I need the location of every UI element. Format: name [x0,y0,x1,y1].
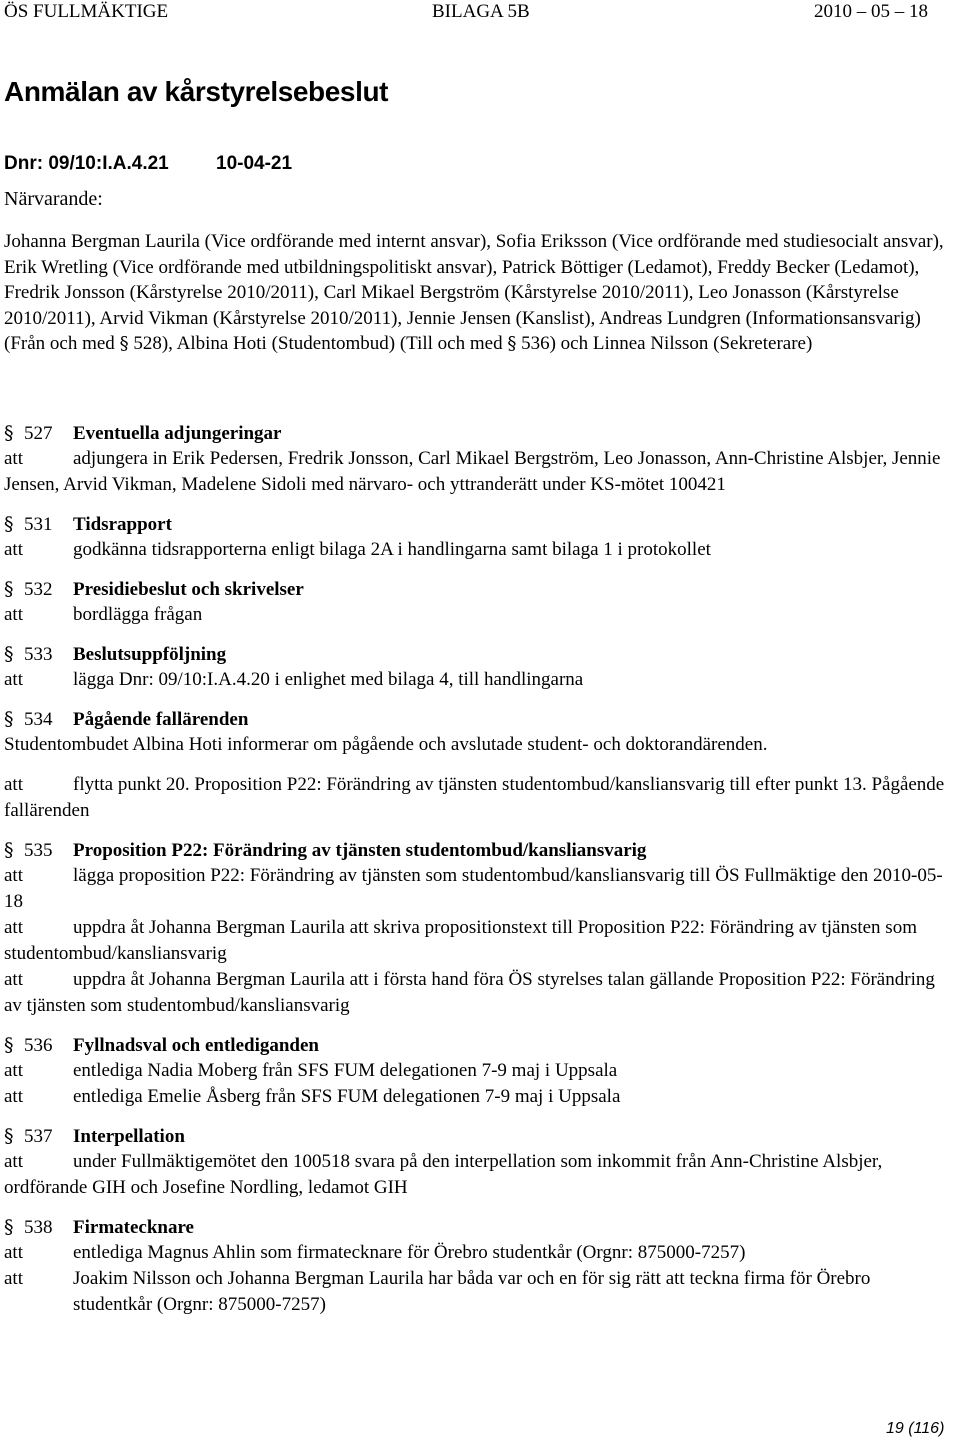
decision-text: lägga proposition P22: Förändring av tjänsten som studentombud/kansliansvarig till ÖS Fullmäktige den 2010-05-18 [4,865,943,912]
decision-text: entlediga Nadia Moberg från SFS FUM delegationen 7-9 maj i Uppsala [73,1060,618,1081]
header-date: 2010 – 05 – 18 [814,1,928,22]
section-heading [4,706,954,732]
section-title: Pågående fallärenden [73,709,249,730]
section-title: Fyllnadsval och entlediganden [73,1035,319,1056]
header-attachment: BILAGA 5B [432,1,530,22]
decision-text: adjungera in Erik Pedersen, Fredrik Jonsson, Carl Mikael Bergström, Leo Jonasson, Ann-Christine Alsbjer, Jennie Jensen, Arvid Vikman, Madelene Sidoli med närvaro- och yttranderätt under KS-mötet 100421 [4,448,941,495]
att-label: att [4,1060,23,1081]
section-title: Firmatecknare [73,1217,194,1238]
decision-section-538 [4,1214,954,1318]
att-label: att [4,917,23,938]
decision-line [4,537,954,563]
section-title: Beslutsuppföljning [73,644,227,665]
page-number: 19 (116) [886,1420,945,1437]
section-heading [4,576,954,602]
header-left: ÖS FULLMÄKTIGE [4,1,169,22]
decision-text: entlediga Emelie Åsberg från SFS FUM delegationen 7-9 maj i Uppsala [73,1086,621,1107]
spacer [4,758,954,772]
section-symbol-icon: § [4,1034,14,1056]
section-heading [4,1214,954,1240]
att-label: att [4,1086,23,1107]
section-symbol-icon: § [4,643,14,665]
att-label: att [4,969,23,990]
page-title: Anmälan av kårstyrelsebeslut [4,76,389,107]
info-line [4,732,954,758]
decision-section-533 [4,641,954,693]
decision-text: lägga Dnr: 09/10:I.A.4.20 i enlighet med bilaga 4, till handlingarna [73,669,584,690]
att-label: att [4,604,23,625]
decision-line [4,967,954,1019]
decision-text: under Fullmäktigemötet den 100518 svara på den interpellation som inkommit från Ann-Christine Alsbjer, ordförande GIH och Josefine Nordling, ledamot GIH [4,1151,883,1198]
section-title: Interpellation [73,1126,185,1147]
decision-text: Joakim Nilsson och Johanna Bergman Laurila har båda var och en för sig rätt att teckna firma för Örebro studentkår (Orgnr: 875000-7257) [73,1268,871,1315]
section-number: 536 [24,1035,53,1056]
section-number: 531 [24,514,53,535]
decision-text: uppdra åt Johanna Bergman Laurila att i första hand föra ÖS styrelses talan gällande Proposition P22: Förändring av tjänsten som studentombud/kansliansvarig [4,969,935,1016]
decision-section-537 [4,1123,954,1201]
att-label: att [4,448,23,469]
att-label: att [4,774,23,795]
dnr-label: Dnr: 09/10:I.A.4.21 [4,153,169,174]
section-symbol-icon: § [119,333,129,354]
decision-text: bordlägga frågan [73,604,203,625]
decision-text: godkänna tidsrapporterna enligt bilaga 2A i handlingarna samt bilaga 1 i protokollet [73,539,711,560]
section-number: 537 [24,1126,53,1147]
attendees-text-part2: 528), Albina Hoti (Studentombud) (Till och med [133,333,503,354]
section-symbol-icon: § [507,333,517,354]
section-title: Presidiebeslut och skrivelser [73,579,304,600]
section-title: Tidsrapport [73,514,172,535]
section-heading [4,420,954,446]
att-label: att [4,1268,23,1289]
section-number: 535 [24,840,53,861]
att-label: att [4,865,23,886]
attendees-text-part1: Johanna Bergman Laurila (Vice ordförande med internt ansvar), Sofia Eriksson (Vice ordförande med studiesocialt ansvar), Erik Wretling (Vice ordförande med utbildningspolitiskt ansvar), Patrick Böttiger (Ledamot), Freddy Becker (Ledamot), Fredrik Jonsson (Kårstyrelse 2010/2011), Carl Mikael Bergström (Kårstyrelse 2010/2011), Leo Jonasson (Kårstyrelse 2010/2011), Arvid Vikman (Kårstyrelse 2010/2011), Jennie Jensen (Kanslist), Andreas Lundgren (Informationsansvarig) (Från och med [4,231,944,354]
section-symbol-icon: § [4,1125,14,1147]
section-symbol-icon: § [4,513,14,535]
section-number: 527 [24,423,53,444]
decision-sections [4,420,954,1331]
section-symbol-icon: § [4,422,14,444]
decision-line [4,1058,954,1084]
decision-text: Studentombudet Albina Hoti informerar om pågående och avslutade student- och doktorandärenden. [4,734,768,755]
document-reference [4,153,293,175]
section-heading [4,1032,954,1058]
decision-line [4,1240,954,1266]
decision-section-535 [4,837,954,1019]
att-label: att [4,1242,23,1263]
decision-line [4,667,954,693]
attendees-label: Närvarande: [4,188,103,210]
decision-text: entlediga Magnus Ahlin som firmatecknare för Örebro studentkår (Orgnr: 875000-7257) [73,1242,746,1263]
section-number: 534 [24,709,53,730]
decision-line [4,772,954,824]
section-number: 532 [24,579,53,600]
decision-section-531 [4,511,954,563]
att-label: att [4,1151,23,1172]
decision-section-534 [4,706,954,824]
decision-text: flytta punkt 20. Proposition P22: Förändring av tjänsten studentombud/kansliansvarig till efter punkt 13. Pågående fallärenden [4,774,945,821]
decision-section-527 [4,420,954,498]
section-number: 533 [24,644,53,665]
section-title: Eventuella adjungeringar [73,423,282,444]
page-header [4,1,956,25]
section-heading [4,511,954,537]
section-symbol-icon: § [4,708,14,730]
section-heading [4,641,954,667]
att-label: att [4,539,23,560]
decision-line [4,1266,954,1318]
decision-line [4,1149,954,1201]
section-symbol-icon: § [4,578,14,600]
attendees-text-part3: 536) och Linnea Nilsson (Sekreterare) [521,333,813,354]
section-heading [4,1123,954,1149]
decision-line [4,915,954,967]
att-label: att [4,669,23,690]
decision-section-532 [4,576,954,628]
dnr-date: 10-04-21 [216,153,293,174]
decision-line [4,1084,954,1110]
decision-line [4,863,954,915]
decision-line [4,602,954,628]
section-heading [4,837,954,863]
decision-section-536 [4,1032,954,1110]
section-symbol-icon: § [4,1216,14,1238]
section-title: Proposition P22: Förändring av tjänsten studentombud/kansliansvarig [73,840,647,861]
section-symbol-icon: § [4,839,14,861]
attendees-list [4,229,954,357]
decision-text: uppdra åt Johanna Bergman Laurila att skriva propositionstext till Proposition P22: Förändring av tjänsten som studentombud/kansliansvarig [4,917,917,964]
decision-line [4,446,954,498]
section-number: 538 [24,1217,53,1238]
